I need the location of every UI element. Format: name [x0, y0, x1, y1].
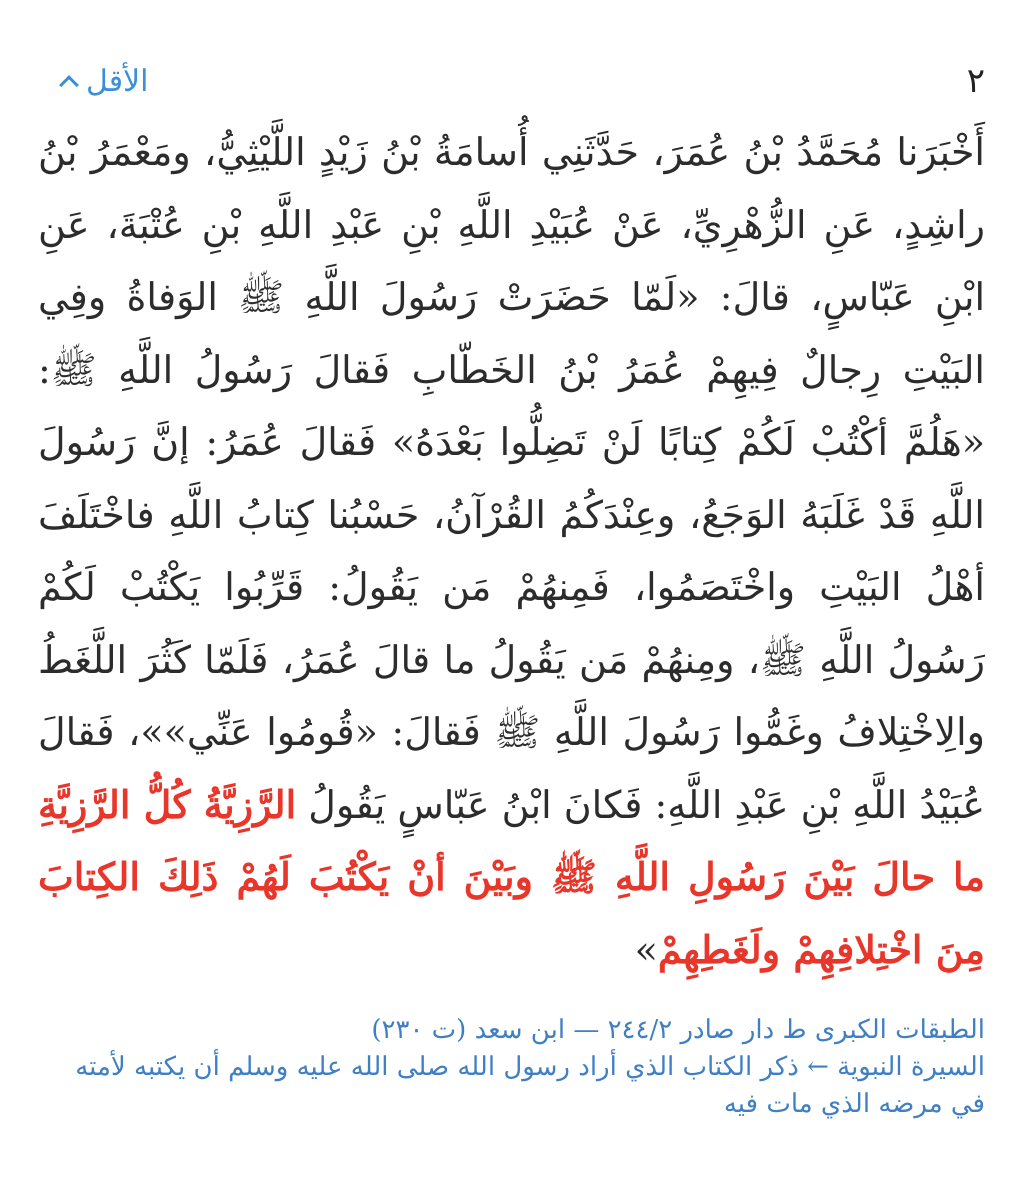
- source-chapter-link[interactable]: السيرة النبوية ← ذكر الكتاب الذي أراد رسول الله صلى الله عليه وسلم أن يكتبه لأمته في مرضه الذي مات فيه: [75, 1052, 985, 1119]
- hadith-header: [38, 52, 985, 110]
- chevron-up-icon: [59, 75, 79, 95]
- hadith-text: [38, 116, 985, 986]
- hadith-body: أَخْبَرَنا مُحَمَّدُ بْنُ عُمَرَ، حَدَّثَنِي أُسامَةُ بْنُ زَيْدٍ اللَّيْثِيُّ، ومَعْمَرُ بْنُ راشِدٍ، عَنِ الزُّهْرِيِّ، عَنْ عُبَيْدِ اللَّهِ بْنِ عَبْدِ اللَّهِ بْنِ عُتْبَةَ، عَنِ ابْنِ عَبّاسٍ، قالَ: «لَمّا حَضَرَتْ رَسُولَ اللَّهِ ﷺ الوَفاةُ وفِي البَيْتِ رِجالٌ فِيهِمْ عُمَرُ بْنُ الخَطّابِ فَقالَ رَسُولُ اللَّهِ ﷺ: «هَلُمَّ أكْتُبْ لَكُمْ كِتابًا لَنْ تَضِلُّوا بَعْدَهُ» فَقالَ عُمَرُ: إنَّ رَسُولَ اللَّهِ قَدْ غَلَبَهُ الوَجَعُ، وعِنْدَكُمُ القُرْآنُ، حَسْبُنا كِتابُ اللَّهِ فاخْتَلَفَ أهْلُ البَيْتِ واخْتَصَمُوا، فَمِنهُمْ مَن يَقُولُ: قَرِّبُوا يَكْتُبْ لَكُمْ رَسُولُ اللَّهِ ﷺ، ومِنهُمْ مَن يَقُولُ ما قالَ عُمَرُ، فَلَمّا كَثُرَ اللَّغَطُ والِاخْتِلافُ وغَمُّوا رَسُولَ اللَّهِ ﷺ فَقالَ: «قُومُوا عَنِّي»»، فَقالَ عُبَيْدُ اللَّهِ بْنِ عَبْدِ اللَّهِ: فَكانَ ابْنُ عَبّاسٍ يَقُولُ: [38, 130, 985, 827]
- hadith-highlight: الرَّزِيَّةُ كُلُّ الرَّزِيَّةِ ما حالَ بَيْنَ رَسُولِ اللَّهِ ﷺ وبَيْنَ أنْ يَكْتُبَ لَهُمْ ذَلِكَ الكِتابَ مِنَ اخْتِلافِهِمْ ولَغَطِهِمْ: [38, 781, 985, 972]
- source-book-link[interactable]: الطبقات الكبرى ط دار صادر ٢٤٤/٢ — ابن سعد (ت ٢٣٠): [371, 1015, 985, 1045]
- hadith-number: ٢: [966, 61, 985, 101]
- hadith-closing-quote: »: [634, 927, 658, 972]
- source-reference: [38, 1012, 985, 1123]
- show-less-label: الأقل: [86, 63, 149, 99]
- show-less-button[interactable]: [62, 64, 149, 99]
